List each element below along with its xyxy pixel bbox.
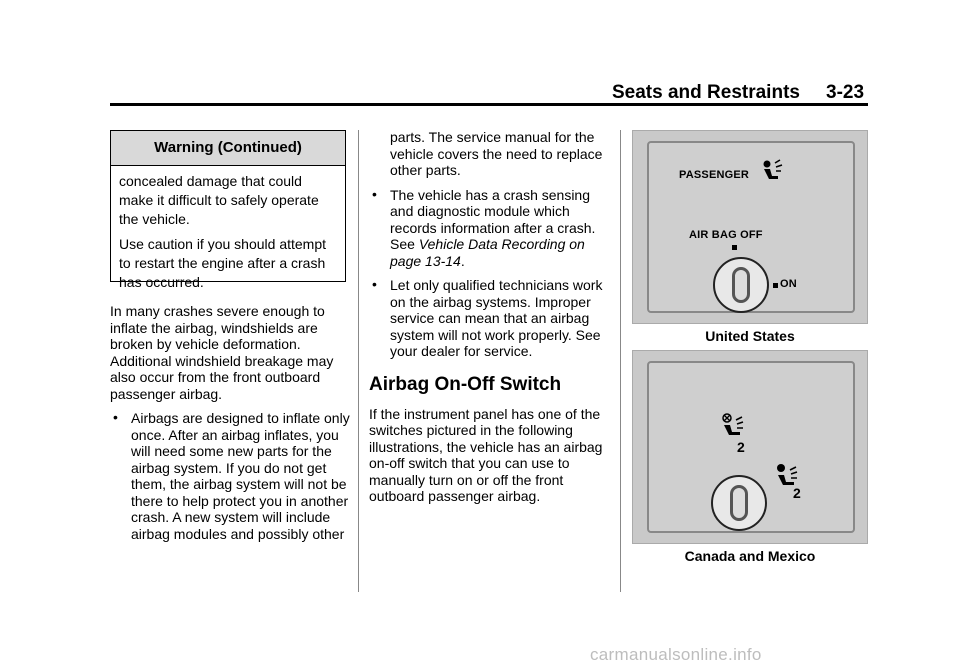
bullet-text: Let only qualified technicians work on the airbag systems. Improper service can mean that an airbag system will not work properly. See your dealer for service.	[390, 277, 603, 359]
airbag-off-icon	[721, 413, 747, 439]
body-paragraph: parts. The service manual for the vehicle covers the need to replace other parts.	[390, 129, 603, 178]
bullet-icon: •	[113, 409, 118, 425]
column-left	[110, 303, 350, 550]
column-divider	[620, 130, 621, 592]
figure-caption: United States	[705, 328, 795, 344]
airbag-on-number: 2	[793, 485, 801, 501]
cross-reference-link[interactable]: Vehicle Data Recording on page 13-14	[390, 236, 585, 269]
bullet-item	[369, 187, 614, 270]
column-middle	[369, 129, 614, 513]
on-indicator-icon	[773, 283, 778, 288]
airbag-switch-knob	[713, 257, 769, 313]
switch-panel	[647, 361, 855, 533]
bullet-item	[369, 277, 614, 360]
switch-panel	[647, 141, 855, 313]
bullet-text: The vehicle has a crash sensing and diagnostic module which records information after a crash. See	[390, 186, 596, 252]
warning-paragraph: Use caution if you should attempt to restart the engine after a crash has occurred.	[119, 236, 327, 290]
off-indicator-icon	[732, 245, 737, 250]
bullet-text-end: .	[460, 252, 465, 269]
passenger-airbag-icon	[761, 159, 783, 183]
body-paragraph: In many crashes severe enough to inflate the airbag, windshields are broken by vehicle deformation. Additional windshield breakage may also occur from the front outboard passenger airbag.	[110, 303, 334, 402]
warning-box	[110, 130, 346, 290]
bullet-icon: •	[372, 185, 377, 202]
warning-heading: Warning (Continued)	[111, 131, 345, 166]
airbag-switch-knob	[711, 475, 767, 531]
bullet-text: Airbags are designed to inflate only once. After an airbag inflates, you will need some new parts for the airbag system. If you do not get them, the airbag system will not be there to help protect you in another crash. A new system will include airbag modules and possibly other	[131, 410, 350, 542]
figure-us-switch	[632, 130, 868, 324]
bullet-icon: •	[372, 276, 377, 292]
body-paragraph: If the instrument panel has one of the switches pictured in the following illustrations, the vehicle has an airbag on-off switch that you can use to manually turn on or off the front outboard passenger airbag.	[369, 405, 603, 504]
watermark-text: carmanualsonline.info	[590, 645, 762, 664]
section-heading: Airbag On-Off Switch	[369, 373, 562, 395]
section-title: Seats and Restraints	[612, 82, 800, 103]
passenger-label: PASSENGER	[679, 169, 750, 181]
figure-caption: Canada and Mexico	[684, 548, 816, 564]
warning-paragraph: concealed damage that could make it difficult to safely operate the vehicle.	[119, 173, 319, 227]
on-label: ON	[780, 278, 797, 290]
airbag-off-label: AIR BAG OFF	[689, 229, 763, 241]
airbag-off-number: 2	[737, 439, 745, 455]
header-rule	[110, 103, 868, 106]
page-number: 3-23	[826, 82, 865, 103]
column-divider	[358, 130, 359, 592]
figure-canada-mexico-switch	[632, 350, 868, 544]
bullet-item	[110, 410, 350, 542]
